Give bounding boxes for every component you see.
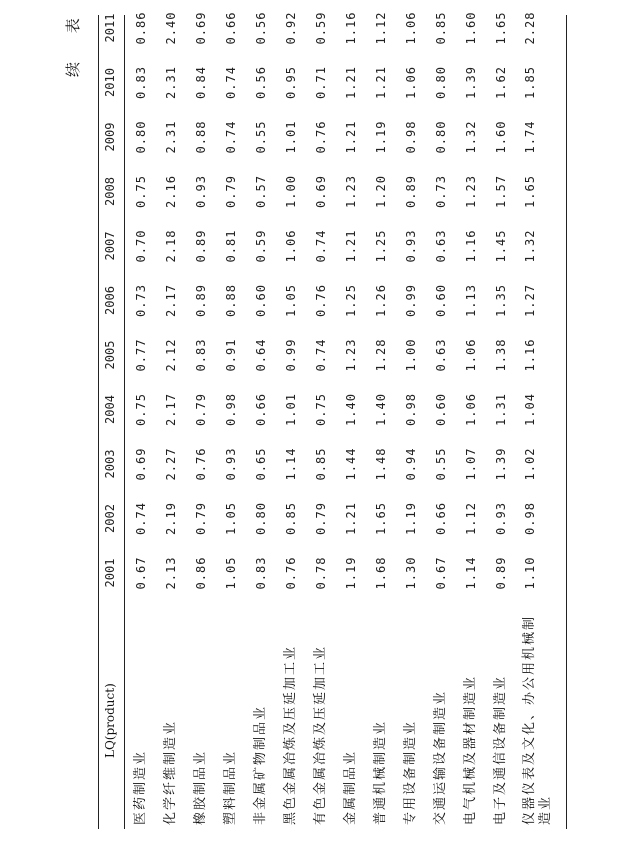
table-cell: 1.10 bbox=[523, 556, 537, 590]
table-cell: 0.76 bbox=[314, 284, 328, 317]
table-cell: 0.98 bbox=[523, 502, 537, 535]
table-cell: 1.27 bbox=[523, 284, 537, 317]
table-row bbox=[399, 0, 426, 863]
table-cell: 0.79 bbox=[314, 502, 328, 535]
table-cell: 0.67 bbox=[134, 556, 148, 590]
table-cell: 1.62 bbox=[494, 66, 508, 99]
table-cell: 0.69 bbox=[314, 175, 328, 208]
table-cell: 0.65 bbox=[254, 447, 268, 481]
table-cell: 1.06 bbox=[464, 393, 478, 426]
table-cell: 0.75 bbox=[134, 175, 148, 208]
table-cell: 0.71 bbox=[314, 66, 328, 99]
table-cell: 2.16 bbox=[164, 175, 178, 208]
table-cell: 1.19 bbox=[404, 502, 418, 535]
table-cell: 0.93 bbox=[224, 447, 238, 481]
table-cell: 0.95 bbox=[284, 66, 298, 99]
table-cell: 0.69 bbox=[194, 11, 208, 45]
table-cell: 1.23 bbox=[464, 175, 478, 208]
table-cell: 0.99 bbox=[284, 338, 298, 372]
table-cell: 1.00 bbox=[404, 338, 418, 372]
table-cell: 1.23 bbox=[344, 338, 358, 372]
table-cell: 0.60 bbox=[254, 284, 268, 317]
row-label: 有色金属冶炼及压延加工业 bbox=[313, 644, 328, 825]
table-cell: 1.21 bbox=[374, 66, 388, 99]
table-row bbox=[309, 0, 336, 863]
table-cell: 1.21 bbox=[344, 229, 358, 263]
table-cell: 0.98 bbox=[404, 393, 418, 426]
table-cell: 0.83 bbox=[254, 556, 268, 590]
table-cell: 0.67 bbox=[434, 556, 448, 590]
table-cell: 0.89 bbox=[194, 284, 208, 317]
table-cell: 1.21 bbox=[344, 502, 358, 535]
table-cell: 1.60 bbox=[464, 11, 478, 45]
row-label: 专用设备制造业 bbox=[403, 719, 418, 825]
row-label: 黑色金属冶炼及压延加工业 bbox=[283, 644, 298, 825]
table-cell: 1.21 bbox=[344, 120, 358, 154]
row-label: 橡胶制品业 bbox=[193, 749, 208, 825]
table-cell: 1.14 bbox=[284, 447, 298, 481]
row-label: 化学纤维制造业 bbox=[163, 719, 178, 825]
table-cell: 1.02 bbox=[523, 447, 537, 481]
table-cell: 0.77 bbox=[134, 338, 148, 372]
table-cell: 0.79 bbox=[194, 393, 208, 426]
table-cell: 0.79 bbox=[224, 175, 238, 208]
table-cell: 1.74 bbox=[523, 120, 537, 154]
table-cell: 2.31 bbox=[164, 66, 178, 99]
table-cell: 1.25 bbox=[374, 229, 388, 263]
table-cell: 0.85 bbox=[314, 447, 328, 481]
table-cell: 1.06 bbox=[464, 338, 478, 372]
table-cell: 0.59 bbox=[314, 11, 328, 45]
table-row bbox=[219, 0, 246, 863]
table-cell: 1.65 bbox=[494, 11, 508, 45]
table-cell: 1.13 bbox=[464, 284, 478, 317]
table-cell: 1.16 bbox=[523, 338, 537, 372]
table-cell: 1.30 bbox=[404, 556, 418, 590]
table-cell: 1.57 bbox=[494, 175, 508, 208]
table-cell: 1.39 bbox=[494, 447, 508, 481]
row-label: 塑料制品业 bbox=[223, 749, 238, 825]
table-cell: 0.91 bbox=[224, 338, 238, 372]
table-cell: 0.83 bbox=[194, 338, 208, 372]
year-header: 2008 bbox=[103, 177, 117, 206]
table-cell: 0.85 bbox=[434, 11, 448, 45]
table-cell: 0.89 bbox=[194, 229, 208, 263]
table-cell: 1.40 bbox=[344, 393, 358, 426]
table-cell: 0.74 bbox=[134, 502, 148, 535]
table-cell: 0.84 bbox=[194, 66, 208, 99]
table-cell: 0.98 bbox=[404, 120, 418, 154]
table-cell: 0.94 bbox=[404, 447, 418, 481]
table-cell: 2.12 bbox=[164, 338, 178, 372]
table-cell: 0.66 bbox=[224, 11, 238, 45]
table-cell: 0.89 bbox=[404, 175, 418, 208]
table-cell: 0.80 bbox=[434, 120, 448, 154]
table-cell: 0.81 bbox=[224, 229, 238, 263]
table-cell: 0.60 bbox=[434, 284, 448, 317]
table-top-rule bbox=[98, 15, 99, 829]
table-cell: 0.80 bbox=[254, 502, 268, 535]
table-cell: 0.74 bbox=[224, 66, 238, 99]
table-cell: 0.66 bbox=[434, 502, 448, 535]
table-cell: 1.06 bbox=[284, 229, 298, 263]
table-cell: 1.48 bbox=[374, 447, 388, 481]
table-cell: 0.80 bbox=[134, 120, 148, 154]
table-cell: 0.86 bbox=[194, 556, 208, 590]
year-header: 2006 bbox=[103, 286, 117, 315]
table-row bbox=[489, 0, 516, 863]
table-bottom-rule bbox=[566, 15, 567, 829]
table-cell: 0.55 bbox=[434, 447, 448, 481]
row-label: 交通运输设备制造业 bbox=[433, 689, 448, 825]
table-cell: 0.73 bbox=[134, 284, 148, 317]
table-cell: 1.60 bbox=[494, 120, 508, 154]
year-header: 2009 bbox=[103, 122, 117, 152]
table-cell: 0.99 bbox=[404, 284, 418, 317]
table-cell: 1.65 bbox=[523, 175, 537, 208]
table-cell: 1.12 bbox=[464, 502, 478, 535]
table-cell: 0.78 bbox=[314, 556, 328, 590]
table-cell: 1.06 bbox=[404, 66, 418, 99]
table-cell: 2.18 bbox=[164, 229, 178, 263]
table-cell: 2.13 bbox=[164, 556, 178, 590]
year-header: 2005 bbox=[103, 340, 117, 370]
table-cell: 1.68 bbox=[374, 556, 388, 590]
table-cell: 1.35 bbox=[494, 284, 508, 317]
table-cell: 1.40 bbox=[374, 393, 388, 426]
table-cell: 0.79 bbox=[194, 502, 208, 535]
table-cell: 0.74 bbox=[314, 229, 328, 263]
year-header: 2001 bbox=[103, 558, 117, 588]
table-cell: 2.40 bbox=[164, 11, 178, 45]
table-cell: 0.98 bbox=[224, 393, 238, 426]
table-cell: 0.76 bbox=[284, 556, 298, 590]
table-cell: 0.73 bbox=[434, 175, 448, 208]
table-cell: 1.16 bbox=[464, 229, 478, 263]
table-cell: 1.01 bbox=[284, 393, 298, 426]
table-cell: 1.16 bbox=[344, 11, 358, 45]
table-cell: 0.76 bbox=[314, 120, 328, 154]
row-label: 电气机械及器材制造业 bbox=[463, 674, 478, 825]
table-cell: 1.06 bbox=[404, 11, 418, 45]
table-cell: 0.70 bbox=[134, 229, 148, 263]
table-cell: 1.23 bbox=[344, 175, 358, 208]
table-cell: 1.05 bbox=[224, 556, 238, 590]
table-cell: 1.00 bbox=[284, 175, 298, 208]
table-cell: 1.14 bbox=[464, 556, 478, 590]
table-cell: 0.93 bbox=[194, 175, 208, 208]
row-label: 普通机械制造业 bbox=[373, 719, 388, 825]
table-cell: 1.38 bbox=[494, 338, 508, 372]
table-cell: 0.93 bbox=[404, 229, 418, 263]
table-cell: 1.20 bbox=[374, 175, 388, 208]
table-row bbox=[518, 0, 553, 863]
table-cell: 1.19 bbox=[344, 556, 358, 590]
table-cell: 2.31 bbox=[164, 120, 178, 154]
row-label: 金属制品业 bbox=[343, 749, 358, 825]
table-row bbox=[369, 0, 396, 863]
table-cell: 1.26 bbox=[374, 284, 388, 317]
continued-label: 续 表 bbox=[64, 6, 82, 77]
table-cell: 0.75 bbox=[134, 393, 148, 426]
row-label: 电子及通信设备制造业 bbox=[493, 674, 508, 825]
table-cell: 2.19 bbox=[164, 502, 178, 535]
table-row bbox=[459, 0, 486, 863]
table-cell: 0.59 bbox=[254, 229, 268, 263]
table-cell: 0.74 bbox=[314, 338, 328, 372]
table-cell: 0.93 bbox=[494, 502, 508, 535]
table-cell: 1.32 bbox=[523, 229, 537, 263]
table-cell: 1.45 bbox=[494, 229, 508, 263]
table-cell: 0.88 bbox=[224, 284, 238, 317]
table-row bbox=[429, 0, 456, 863]
table-cell: 2.17 bbox=[164, 393, 178, 426]
header-label: LQ(product) bbox=[103, 683, 117, 758]
table-row bbox=[159, 0, 186, 863]
table-header-rule bbox=[124, 15, 125, 829]
table-cell: 1.05 bbox=[284, 284, 298, 317]
table-cell: 0.76 bbox=[194, 447, 208, 481]
table-cell: 0.89 bbox=[494, 556, 508, 590]
table-cell: 0.66 bbox=[254, 393, 268, 426]
table-cell: 0.88 bbox=[194, 120, 208, 154]
table-cell: 1.44 bbox=[344, 447, 358, 481]
table-cell: 1.19 bbox=[374, 120, 388, 154]
table-row bbox=[189, 0, 216, 863]
table-cell: 1.04 bbox=[523, 393, 537, 426]
table-row bbox=[249, 0, 276, 863]
table-cell: 0.85 bbox=[284, 502, 298, 535]
row-label: 仪器仪表及文化、办公用机械制造业 bbox=[522, 614, 553, 825]
table-cell: 2.17 bbox=[164, 284, 178, 317]
table-cell: 1.05 bbox=[224, 502, 238, 535]
table-cell: 1.01 bbox=[284, 120, 298, 154]
row-label: 非金属矿物制品业 bbox=[253, 704, 268, 825]
table-cell: 0.60 bbox=[434, 393, 448, 426]
table-row bbox=[129, 0, 156, 863]
table-cell: 1.12 bbox=[374, 11, 388, 45]
table-cell: 0.86 bbox=[134, 11, 148, 45]
table-cell: 2.28 bbox=[523, 11, 537, 45]
table-cell: 0.56 bbox=[254, 11, 268, 45]
year-header: 2010 bbox=[103, 68, 117, 97]
table-cell: 1.85 bbox=[523, 66, 537, 99]
table-cell: 1.39 bbox=[464, 66, 478, 99]
table-cell: 1.21 bbox=[344, 66, 358, 99]
year-header: 2002 bbox=[103, 504, 117, 533]
year-header: 2011 bbox=[103, 13, 117, 43]
table-cell: 2.27 bbox=[164, 447, 178, 481]
table-cell: 1.07 bbox=[464, 447, 478, 481]
table-cell: 0.55 bbox=[254, 120, 268, 154]
table-cell: 1.65 bbox=[374, 502, 388, 535]
year-header: 2004 bbox=[103, 395, 117, 424]
table-cell: 0.74 bbox=[224, 120, 238, 154]
table-cell: 0.57 bbox=[254, 175, 268, 208]
table-cell: 1.31 bbox=[494, 393, 508, 426]
table-cell: 0.56 bbox=[254, 66, 268, 99]
table-cell: 0.92 bbox=[284, 11, 298, 45]
table-cell: 1.32 bbox=[464, 120, 478, 154]
table-cell: 0.69 bbox=[134, 447, 148, 481]
table-cell: 0.63 bbox=[434, 229, 448, 263]
table-cell: 0.75 bbox=[314, 393, 328, 426]
table-cell: 0.83 bbox=[134, 66, 148, 99]
table-row bbox=[279, 0, 306, 863]
table-cell: 1.25 bbox=[344, 284, 358, 317]
table-row bbox=[339, 0, 366, 863]
table-cell: 1.28 bbox=[374, 338, 388, 372]
row-label: 医药制造业 bbox=[133, 749, 148, 825]
table-cell: 0.63 bbox=[434, 338, 448, 372]
table-cell: 0.80 bbox=[434, 66, 448, 99]
table-cell: 0.64 bbox=[254, 338, 268, 372]
year-header: 2003 bbox=[103, 449, 117, 479]
year-header: 2007 bbox=[103, 231, 117, 261]
